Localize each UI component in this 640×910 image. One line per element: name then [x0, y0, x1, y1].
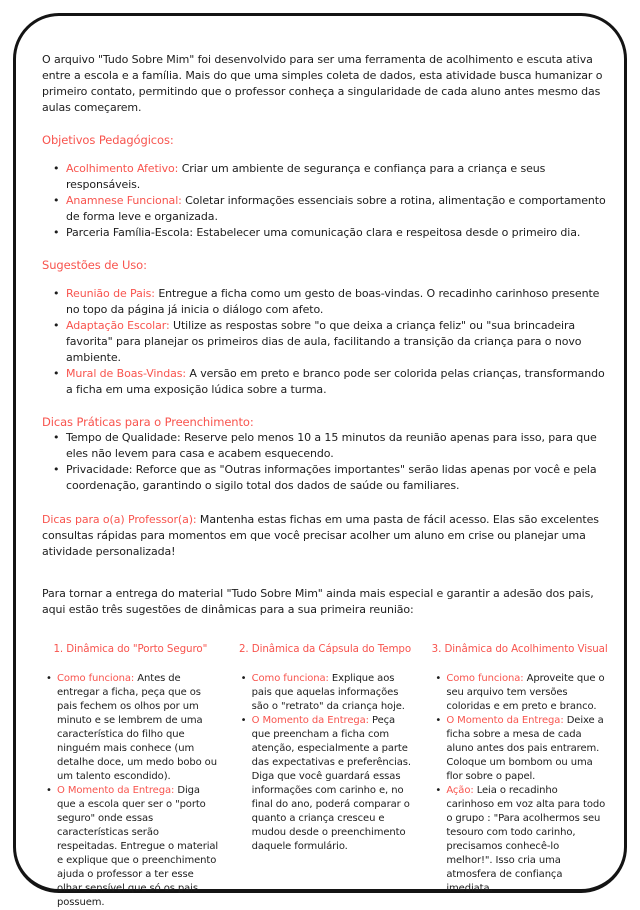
list-item: [446, 672, 608, 714]
document-content: [42, 52, 608, 910]
bullet-text: A versão em preto e branco pode ser colorida pelas crianças, transformando a ficha em uma exposição lúdica sobre a turma.: [66, 367, 605, 396]
list-item: [57, 672, 219, 784]
section-heading-sugestoes: Sugestões de Uso:: [42, 258, 147, 272]
bullet-lead: O Momento da Entrega:: [57, 785, 175, 796]
column-title: 1. Dinâmica do "Porto Seguro": [53, 643, 208, 655]
bullet-lead: Adaptação Escolar:: [66, 319, 170, 332]
dinamicas-columns: [42, 642, 608, 910]
bullet-lead: Acolhimento Afetivo:: [66, 162, 179, 175]
list-item: [66, 462, 608, 494]
section-heading-objetivos: Objetivos Pedagógicos:: [42, 133, 174, 147]
bullet-text: Diga que a escola quer ser o "porto seguro" onde essas características serão respeitadas. Entregue o material e explique que o preenchimento ajuda o professor a ter esse olhar sensível que só os pais possuem.: [57, 785, 219, 908]
section-heading-dicas-praticas: Dicas Práticas para o Preenchimento:: [42, 415, 254, 429]
column-list: [42, 672, 219, 910]
list-item: [446, 714, 608, 784]
paragraph-text: Mantenha estas fichas em uma pasta de fácil acesso. Elas são excelentes consultas rápidas para momentos em que você precisar acolher um aluno em crise ou planejar uma atividade personalizada!: [42, 513, 599, 558]
bullet-text: Parceria Família-Escola: Estabelecer uma comunicação clara e respeitosa desde o primeiro dia.: [66, 226, 581, 239]
list-item: [57, 784, 219, 910]
dinamicas-intro-paragraph: Para tornar a entrega do material "Tudo Sobre Mim" ainda mais especial e garantir a adesão dos pais, aqui estão três sugestões de dinâmicas para a sua primeira reunião:: [42, 587, 594, 616]
bullet-text: Criar um ambiente de segurança e confiança para a criança e seus responsáveis.: [66, 162, 546, 191]
bullet-text: Aproveite que o seu arquivo tem versões coloridas e em preto e branco.: [446, 673, 605, 712]
dicas-professor-paragraph: [42, 512, 608, 560]
list-item: [66, 225, 608, 241]
list-item: [66, 286, 608, 318]
dinamica-column-2: [237, 642, 414, 910]
list-item: [66, 430, 608, 462]
list-item: [66, 193, 608, 225]
sugestoes-list: [42, 286, 608, 398]
bullet-lead: O Momento da Entrega:: [251, 715, 369, 726]
column-title: 2. Dinâmica da Cápsula do Tempo: [238, 643, 412, 655]
bullet-lead: Reunião de Pais:: [66, 287, 155, 300]
bullet-text: Explique aos pais que aquelas informações são o "retrato" da criança hoje.: [251, 673, 405, 712]
bullet-lead: O Momento da Entrega:: [446, 715, 564, 726]
list-item: [66, 366, 608, 398]
bullet-text: Utilize as respostas sobre "o que deixa a criança feliz" ou "sua brincadeira favorita" para planejar os primeiros dias de aula, facilitando a transição da criança para o novo ambiente.: [66, 319, 582, 364]
bullet-lead: Como funciona:: [57, 673, 135, 684]
bullet-text: Tempo de Qualidade: Reserve pelo menos 10 a 15 minutos da reunião apenas para isso, para que eles não levem para casa e acabem esquecendo.: [66, 431, 597, 460]
list-item: [66, 318, 608, 366]
bullet-text: Coletar informações essenciais sobre a rotina, alimentação e comportamento de forma leve e organizada.: [66, 194, 606, 223]
bullet-text: Antes de entregar a ficha, peça que os pais fechem os olhos por um minuto e se lembrem de uma característica do filho que ninguém mais conhece (um detalhe doce, um medo bobo ou um talento escondido).: [57, 673, 217, 782]
dinamica-column-1: [42, 642, 219, 910]
paragraph-lead: Dicas para o(a) Professor(a):: [42, 513, 197, 526]
list-item: [446, 784, 608, 896]
bullet-text: Privacidade: Reforce que as "Outras informações importantes" serão lidas apenas por você e pela coordenação, garantindo o sigilo total dos dados de saúde ou familiares.: [66, 463, 597, 492]
bullet-lead: Anamnese Funcional:: [66, 194, 182, 207]
bullet-text: Deixe a ficha sobre a mesa de cada aluno antes dos pais entrarem. Coloque um bombom ou uma flor sobre o papel.: [446, 715, 604, 782]
objetivos-list: [42, 161, 608, 241]
list-item: [252, 672, 414, 714]
bullet-text: Leia o recadinho carinhoso em voz alta para todo o grupo : "Para acolhermos seu tesouro com todo carinho, precisamos conhecê-lo melhor!". Isso cria uma atmosfera de confiança imediata.: [446, 785, 606, 894]
column-list: [431, 672, 608, 896]
column-title: 3. Dinâmica do Acolhimento Visual: [431, 643, 608, 655]
list-item: [66, 161, 608, 193]
intro-paragraph: O arquivo "Tudo Sobre Mim" foi desenvolvido para ser uma ferramenta de acolhimento e escuta ativa entre a escola e a família. Mais do que uma simples coleta de dados, esta atividade busca humanizar o primeiro contato, permitindo que o professor conheça a singularidade de cada aluno antes mesmo das aulas começarem.: [42, 53, 603, 114]
bullet-lead: Ação:: [446, 785, 474, 796]
bullet-lead: Como funciona:: [251, 673, 329, 684]
bullet-text: Peça que preencham a ficha com atenção, especialmente a parte das expectativas e preferências. Diga que você guardará essas informações com carinho e, no final do ano, poderá comparar o quanto a criança cresceu e mudou desde o preenchimento daquele formulário.: [251, 715, 411, 852]
dicas-praticas-list: [42, 430, 608, 494]
bullet-lead: Mural de Boas-Vindas:: [66, 367, 186, 380]
column-list: [237, 672, 414, 854]
list-item: [252, 714, 414, 854]
bullet-lead: Como funciona:: [446, 673, 524, 684]
dinamica-column-3: [431, 642, 608, 910]
bullet-text: Entregue a ficha como um gesto de boas-vindas. O recadinho carinhoso presente no topo da página já inicia o diálogo com afeto.: [66, 287, 600, 316]
